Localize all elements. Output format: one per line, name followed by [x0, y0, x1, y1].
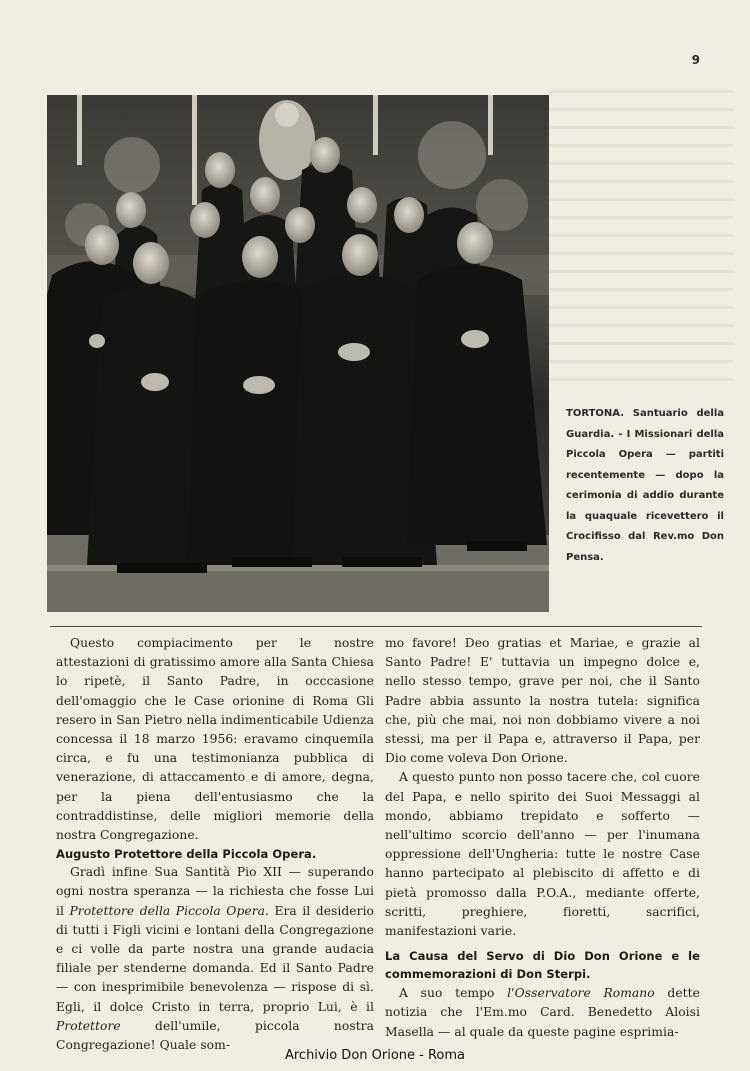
article-column-right: [385, 634, 700, 1042]
archive-footer: Archivio Don Orione - Roma: [284, 1048, 466, 1063]
group-photograph: [47, 95, 549, 612]
article-column-left: [56, 634, 374, 1055]
italic-text: l'Osservatore Romano: [507, 986, 655, 1001]
section-heading: La Causa del Servo di Dio Don Orione e le commemorazioni di Don Sterpi.: [385, 949, 700, 982]
italic-text: Protettore: [56, 1018, 121, 1033]
italic-text: Protettore della Piccola Opera: [69, 903, 266, 918]
paragraph: mo favore! Deo gratias et Mariae, e grazie al Santo Padre! E' tuttavia un impegno dolce e, nello stesso tempo, grave per noi, che il Santo Padre abbia assunto la nostra tutela: significa che, più che mai, noi non dobbiamo vivere a noi stessi, ma per il Papa e, attraverso il Papa, per Dio come voleva Don Orione.: [385, 636, 700, 766]
text-run: A suo tempo: [399, 986, 508, 1001]
bleed-through-texture: [548, 84, 733, 396]
paragraph: [385, 984, 700, 1042]
text-run: dell'umile, piccola nostra Congregazione! Quale som-: [56, 1018, 374, 1053]
text-run: dette notizia che l'Em.mo Card. Benedetto Aloisi Masella — al quale da queste pagine esprimia-: [385, 986, 700, 1039]
text-run: . Era il desiderio di tutti i Figli vicini e lontani della Congregazione e ci volle da parte nostra una grande audacia filiale per stenderne domanda. Ed il Santo Padre — con inesprimibile benevolenza — rispose di sì. Egli, il dolce Cristo in terra, proprio Lui, è il: [56, 903, 374, 1014]
paragraph: [56, 863, 374, 1055]
photo-caption: TORTONA. Santuario della Guardia. - I Missionari della Piccola Opera — partiti recentemente — dopo la cerimonia di addio durante la quaquale ricevettero il Crocifisso dal Rev.mo Don Pensa.: [566, 408, 724, 563]
page-number: 9: [691, 53, 700, 67]
paragraph: Questo compiacimento per le nostre attestazioni di gratissimo amore alla Santa Chiesa lo ripetè, il Santo Padre, in occcasione dell'omaggio che le Case orionine di Roma Gli resero in San Pietro nella indimenticabile Udienza concessa il 18 marzo 1956: eravamo cinquemila circa, e fu una testimonianza pubblica di venerazione, di attaccamento e di amore, degna, per la piena dell'entusiasmo che la contraddistinse, delle migliori memorie della nostra Congregazione.: [56, 636, 374, 843]
text-run: Gradì infine Sua Santità Pio XII — superando ogni nostra speranza — la richiesta che fosse Lui il: [56, 865, 374, 918]
paragraph: A questo punto non posso tacere che, col cuore del Papa, e nello spirito dei Suoi Messaggi al mondo, abbiamo trepidato e sofferto — nell'ultimo scorcio dell'anno — per l'inumana oppressione dell'Ungheria: tutte le nostre Case hanno partecipato al plebiscito di affetto e di pietà promosso dalla P.O.A., mediante offerte, scritti, preghiere, fioretti, sacrifici, manifestazioni varie.: [385, 770, 700, 939]
section-heading: Augusto Protettore della Piccola Opera.: [56, 847, 317, 862]
horizontal-divider: [50, 626, 702, 627]
